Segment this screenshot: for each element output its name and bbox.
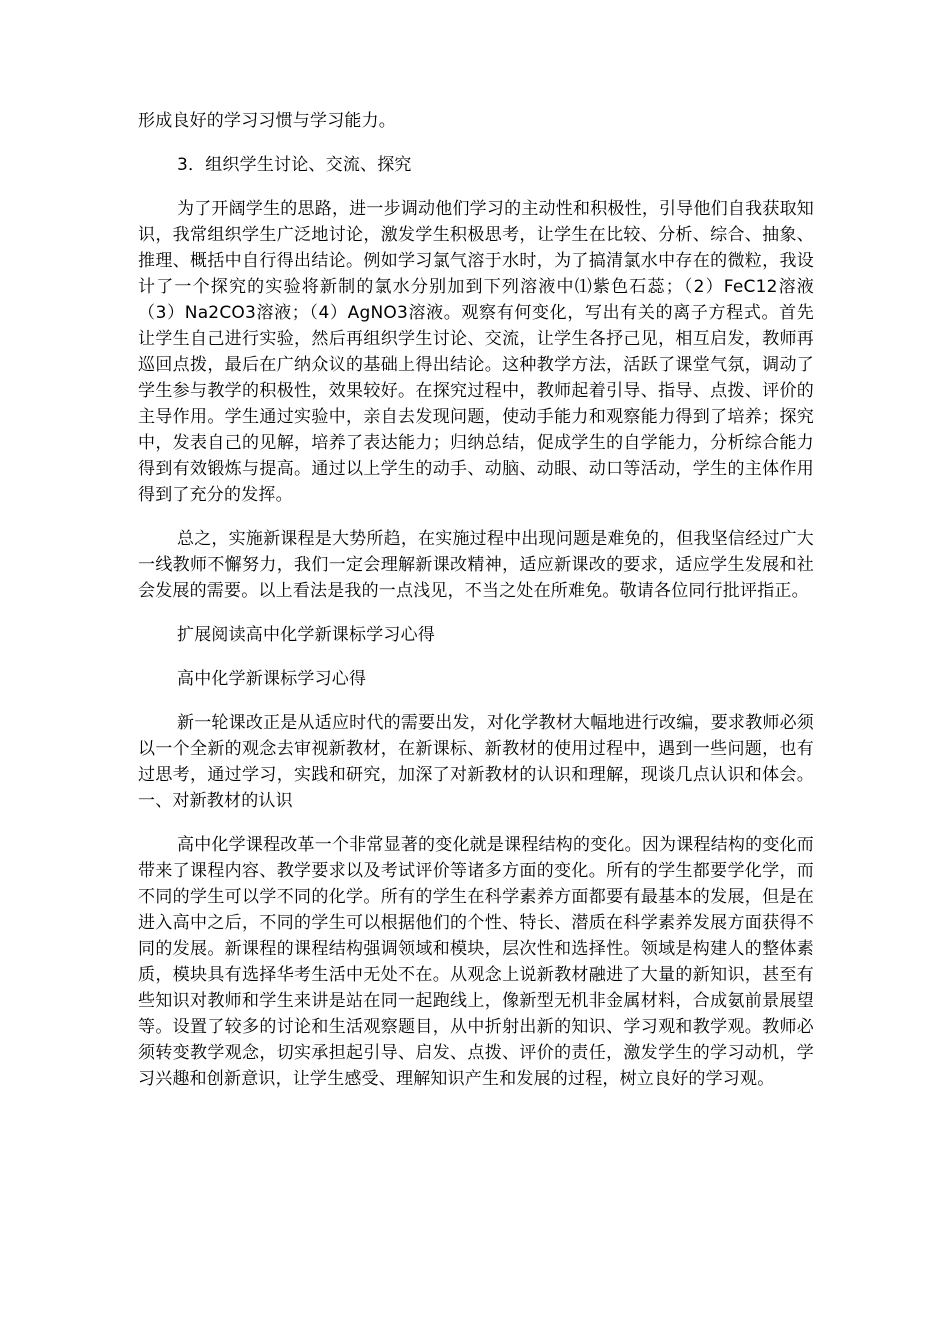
paragraph-new-curriculum-intro: 新一轮课改正是从适应时代的需要出发，对化学教材大幅地进行改编，要求教师必须以一个全新的观念去审视新教材，在新课标、新教材的使用过程中，遇到一些问题，也有过思考，通过学习，实践和研究，加深了对新教材的认识和理解，现谈几点认识和体会。一、对新教材的认识	[138, 713, 814, 811]
paragraph-conclusion: 总之，实施新课程是大势所趋，在实施过程中出现问题是难免的，但我坚信经过广大一线教师不懈努力，我们一定会理解新课改精神，适应新课改的要求，适应学生发展和社会发展的需要。以上看法是我的一点浅见，不当之处在所难免。敬请各位同行批评指正。	[138, 529, 814, 601]
section-heading-discussion: 3．组织学生讨论、交流、探究	[177, 155, 412, 175]
article-title: 高中化学新课标学习心得	[177, 669, 367, 689]
paragraph-curriculum-structure: 高中化学课程改革一个非常显著的变化就是课程结构的变化。因为课程结构的变化而带来了课程内容、教学要求以及考试评价等诸多方面的变化。所有的学生都要学化学，而不同的学生可以学不同的化学。所有的学生在科学素养方面都要有最基本的发展，但是在进入高中之后，不同的学生可以根据他们的个性、特长、潜质在科学素养发展方面获得不同的发展。新课程的课程结构强调领域和模块，层次性和选择性。领域是构建人的整体素质，模块具有选择华考生活中无处不在。从观念上说新教材融进了大量的新知识，甚至有些知识对教师和学生来讲是站在同一起跑线上，像新型无机非金属材料，合成氨前景展望等。设置了较多的讨论和生活观察题目，从中折射出新的知识、学习观和教学观。教师必须转变教学观念，切实承担起引导、启发、点拨、评价的责任，激发学生的学习动机，学习兴趣和创新意识，让学生感受、理解知识产生和发展的过程，树立良好的学习观。	[138, 835, 814, 1089]
paragraph-habits-continuation: 形成良好的学习习惯与学习能力。	[138, 111, 396, 131]
document-body	[138, 108, 814, 1092]
paragraph-chlorine-experiment: 为了开阔学生的思路，进一步调动他们学习的主动性和积极性，引导他们自我获取知识，我常组织学生广泛地讨论，激发学生积极思考，让学生在比较、分析、综合、抽象、推理、概括中自行得出结论。例如学习氯气溶于水时，为了搞清氯水中存在的微粒，我设计了一个探究的实验将新制的氯水分别加到下列溶液中⑴紫色石蕊；（2）FeC12溶液（3）Na2CO3溶液；（4）AgNO3溶液。观察有何变化，写出有关的离子方程式。首先让学生自己进行实验，然后再组织学生讨论、交流，让学生各抒己见，相互启发，教师再巡回点拨，最后在广纳众议的基础上得出结论。这种教学方法，活跃了课堂气氛，调动了学生参与教学的积极性，效果较好。在探究过程中，教师起着引导、指导、点拨、评价的主导作用。学生通过实验中，亲自去发现问题，使动手能力和观察能力得到了培养；探究中，发表自己的见解，培养了表达能力；归纳总结，促成学生的自学能力，分析综合能力得到有效锻炼与提高。通过以上学生的动手、动脑、动眼、动口等活动，学生的主体作用得到了充分的发挥。	[138, 199, 814, 505]
extended-reading-title: 扩展阅读高中化学新课标学习心得	[177, 625, 435, 645]
